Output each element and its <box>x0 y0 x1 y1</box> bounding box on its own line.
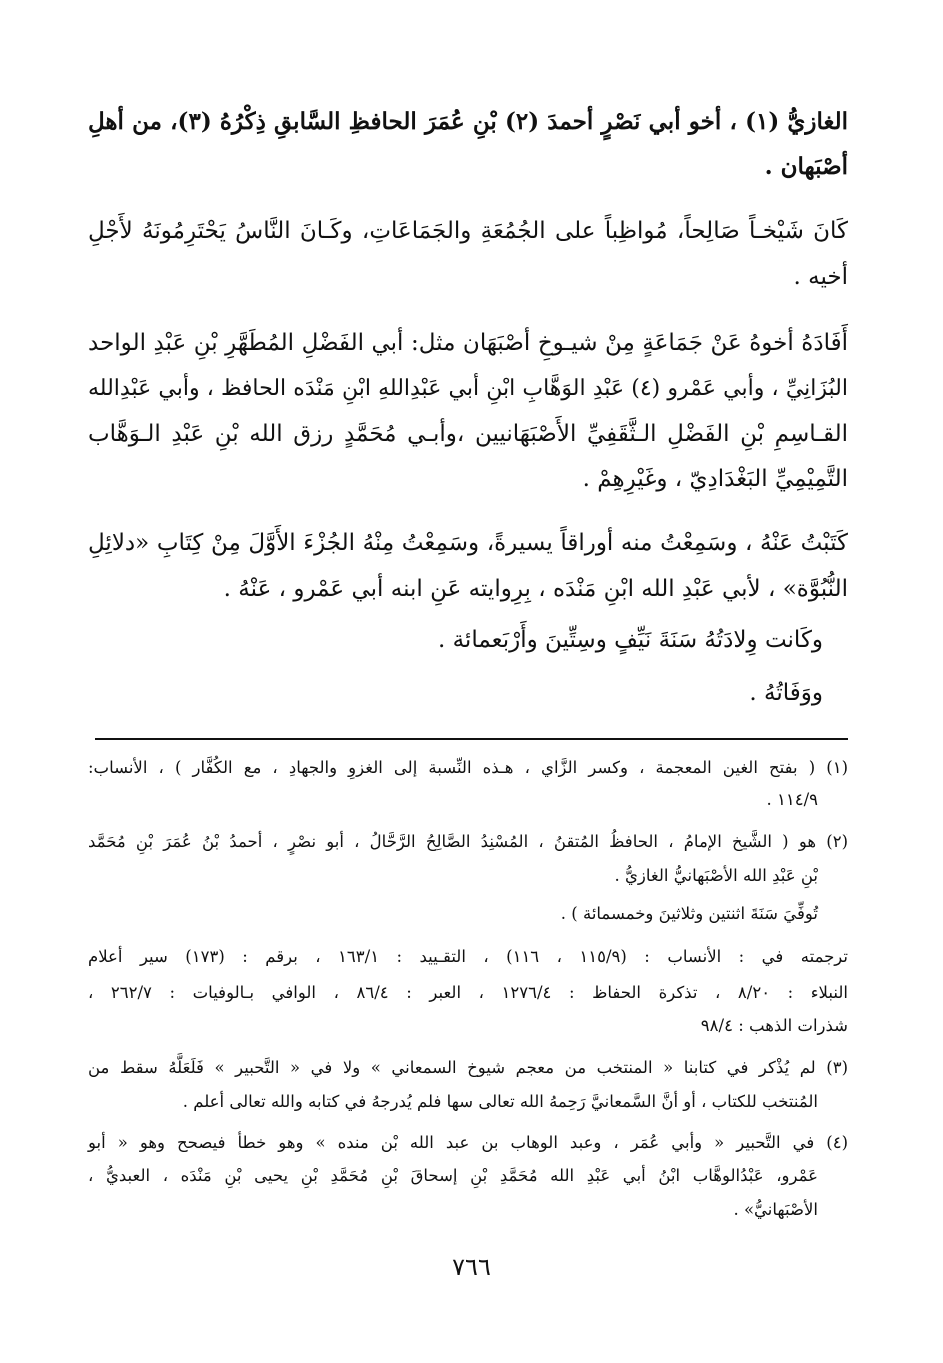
footnote-1-line-2: ١١٤/٩ . <box>766 790 818 809</box>
footnote-4-line-3: الأصْبَهانيُّ» . <box>733 1200 818 1219</box>
paragraph-3-line-2: البُزَانِيِّ ، وأبي عَمْرو (٤) عَبْدِ الوَهَّابِ ابْنِ أبي عَبْدِاللهِ ابْنِ مَنْدَه الحافظ ، وأبي عَبْدِالله <box>88 376 848 401</box>
footnote-4-line-1: (٤) في التَّحبير « وأبي عُمَر ، وعبد الوهاب بن عبد الله بْن منده » وهو خطأ فيصحح وهو « أبو <box>88 1133 848 1152</box>
footnote-3-line-2: المُنتخب للكتاب ، أو أنَّ السَّمعانيَّ رَحِمهُ الله تعالى سها فلم يُدرجهُ في كتابه والله تعالى أعلم . <box>182 1092 818 1111</box>
paragraph-5: وكَانت وِلادَتُهُ سَنَةَ نَيِّفٍ وسِتِّينَ وأَرْبَعمائة . <box>437 627 823 653</box>
footnote-2-line-4: ترجمته في : الأنساب : (١١٥/٩ ، ١١٦) ، التقـييد : ١٦٣/١ ، برقم : (١٧٣) سير أعلام <box>88 947 848 966</box>
footnote-2-line-6: شذرات الذهب : ٩٨/٤ <box>700 1016 848 1035</box>
paragraph-1-line-2: أصْبَهان . <box>764 153 848 180</box>
footnote-2-line-3: تُوفِّيَ سَنَةَ اثنتين وثلاثينَ وخمسمائة ) . <box>560 904 818 923</box>
paragraph-1-line-1: الغازيُّ (١) ، أخو أبي نَصْرٍ أحمدَ (٢) بْنِ عُمَرَ الحافظِ السَّابقِ ذِكْرُهُ (٣)، من أهلِ <box>88 108 848 135</box>
paragraph-2-line-1: كَانَ شَيْخـاً صَالِحاً، مُواظِباً على الجُمُعَةِ والجَمَاعَاتِ، وكَـانَ النَّاسُ يَحْتَرِمُونَهُ لأَجْلِ <box>88 218 848 244</box>
footnote-2-line-2: بْنِ عَبْدِ الله الأصْبَهانيُّ الغازيُّ . <box>614 866 818 885</box>
paragraph-2-line-2: أخيه . <box>793 264 848 290</box>
footnote-4-line-2: عَمْرو، عَبْدُالوهَّاب ابْنُ أبي عَبْدِ الله مُحَمَّدِ بْنِ إسحاقَ بْنِ مُحَمَّدِ بْنِ يحيى بْنِ مَنْدَه ، العبديُّ ، <box>88 1166 818 1185</box>
footnote-1-line-1: (١) ( بفتح الغين المعجمة ، وكسر الزَّاي ، هـذه النِّسبة إلى الغزوِ والجهادِ ، مع الكُفَّار ) ، الأنساب: <box>88 758 848 777</box>
footnote-separator <box>95 738 848 740</box>
page-number: ٧٦٦ <box>452 1253 491 1281</box>
paragraph-3-line-3: القـاسِمِ بْنِ الفَضْلِ الـثَّقَفِيِّ الأَصْبَهَانيين ،وأبـي مُحَمَّدٍ رزق الله بْنِ عَبْدِ الـوَهَّاب <box>88 421 848 447</box>
paragraph-6: ووَفَاتُهُ . <box>749 680 823 706</box>
footnote-2-line-1: (٢) هو ( الشَّيخ الإمامُ ، الحافظُ المُتقنُ ، المُسْنِدُ الصَّالِحُ الرَّحَّالُ ، أبو نصْرٍ ، أحمدُ بْنُ عُمَرَ بْنِ مُحَمَّد <box>88 832 848 851</box>
footnote-3-line-1: (٣) لم يُذْكر في كتابنا « المنتخب من معجم شيوخ السمعاني » ولا في « التَّحبير » فَلَعَلَّهُ سقط من <box>88 1058 848 1077</box>
paragraph-4-line-2: النُّبُوَّة» ، لأبي عَبْدِ الله ابْنِ مَنْدَه ، بِرِوايته عَنِ ابنه أبي عَمْرو ، عَنْهُ . <box>223 576 848 602</box>
footnote-2-line-5: النبلاء : ٨/٢٠ ، تذكرة الحفاظ : ١٢٧٦/٤ ، العبر : ٨٦/٤ ، الوافي بـالوفيات : ٢٦٢/٧ ، <box>88 983 848 1002</box>
paragraph-4-line-1: كَتَبْتُ عَنْهُ ، وسَمِعْتُ منه أوراقاً يسيرةً، وسَمِعْتُ مِنْهُ الجُزْءَ الأَوَّلَ مِنْ كِتَابِ «دلائِلِ <box>88 530 848 556</box>
paragraph-3-line-1: أَفَادَهُ أخوهُ عَنْ جَمَاعَةٍ مِنْ شيـوخِ أصْبَهَان مثل: أبي الفَضْلِ المُطَهَّرِ بْنِ عَبْدِ الواحد <box>88 330 848 356</box>
paragraph-3-line-4: التَّمِيْمِيِّ البَغْدَادِيّ ، وغَيْرِهِمْ . <box>582 466 848 492</box>
